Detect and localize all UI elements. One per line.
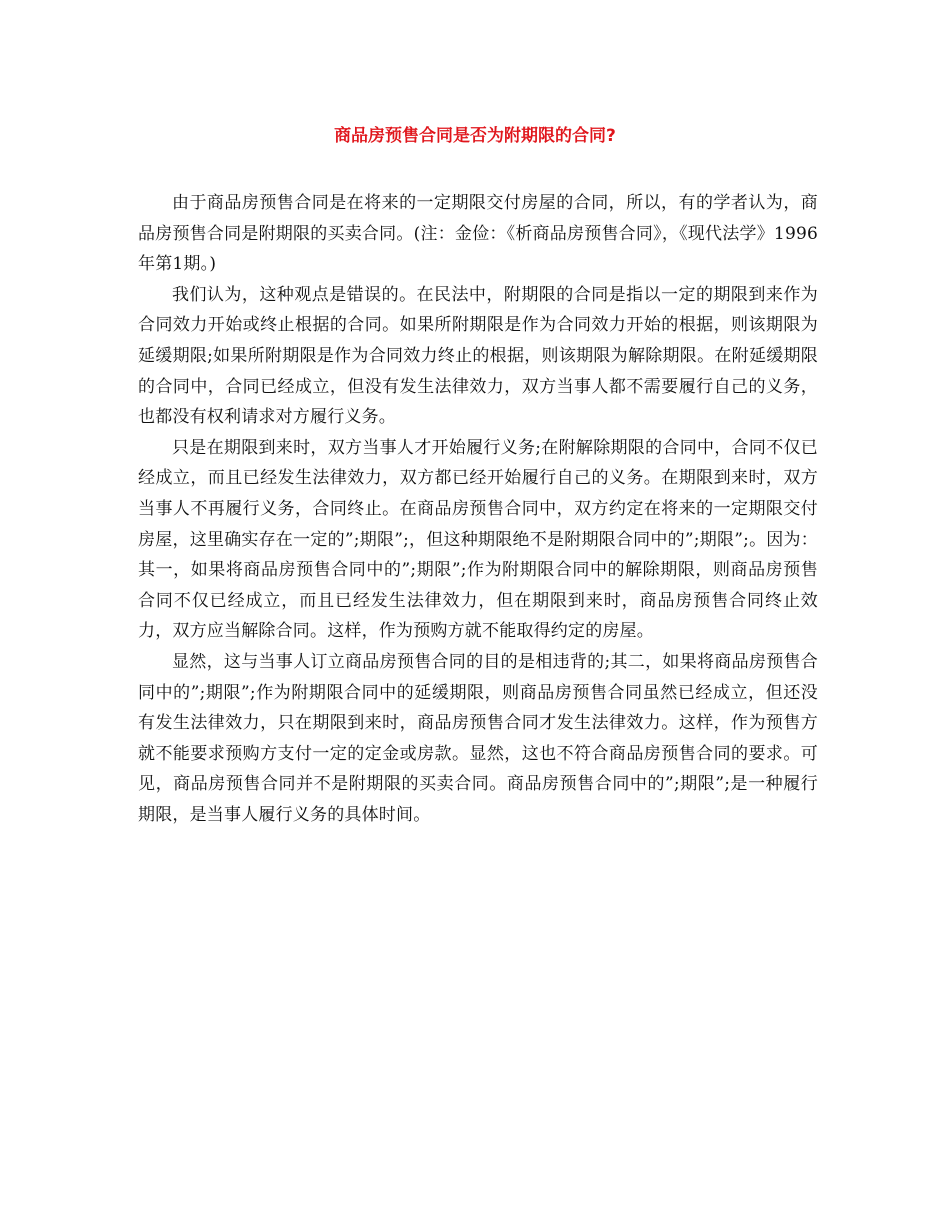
document-body (138, 188, 818, 830)
paragraph: 我们认为，这种观点是错误的。在民法中，附期限的合同是指以一定的期限到来作为合同效力开始或终止根据的合同。如果所附期限是作为合同效力开始的根据，则该期限为延缓期限;如果所附期限是作为合同效力终止的根据，则该期限为解除期限。在附延缓期限的合同中，合同已经成立，但没有发生法律效力，双方当事人都不需要履行自己的义务，也都没有权利请求对方履行义务。 (138, 284, 818, 428)
paragraph: 只是在期限到来时，双方当事人才开始履行义务;在附解除期限的合同中，合同不仅已经成立，而且已经发生法律效力，双方都已经开始履行自己的义务。在期限到来时，双方当事人不再履行义务，合同终止。在商品房预售合同中，双方约定在将来的一定期限交付房屋，这里确实存在一定的”;期限”;，但这种期限绝不是附期限合同中的”;期限”;。因为：其一，如果将商品房预售合同中的”;期限”;作为附期限合同中的解除期限，则商品房预售合同不仅已经成立，而且已经发生法律效力，但在期限到来时，商品房预售合同终止效力，双方应当解除合同。这样，作为预购方就不能取得约定的房屋。 (138, 437, 818, 642)
paragraph: 由于商品房预售合同是在将来的一定期限交付房屋的合同，所以，有的学者认为，商品房预售合同是附期限的买卖合同。(注：金俭：《析商品房预售合同》，《现代法学》1996年第1期。) (138, 193, 818, 275)
paragraph: 显然，这与当事人订立商品房预售合同的目的是相违背的;其二，如果将商品房预售合同中的”;期限”;作为附期限合同中的延缓期限，则商品房预售合同虽然已经成立，但还没有发生法律效力，只在期限到来时，商品房预售合同才发生法律效力。这样，作为预售方就不能要求预购方支付一定的定金或房款。显然，这也不符合商品房预售合同的要求。可见，商品房预售合同并不是附期限的买卖合同。商品房预售合同中的”;期限”;是一种履行期限，是当事人履行义务的具体时间。 (138, 651, 818, 825)
document-title: 商品房预售合同是否为附期限的合同? (334, 126, 616, 146)
